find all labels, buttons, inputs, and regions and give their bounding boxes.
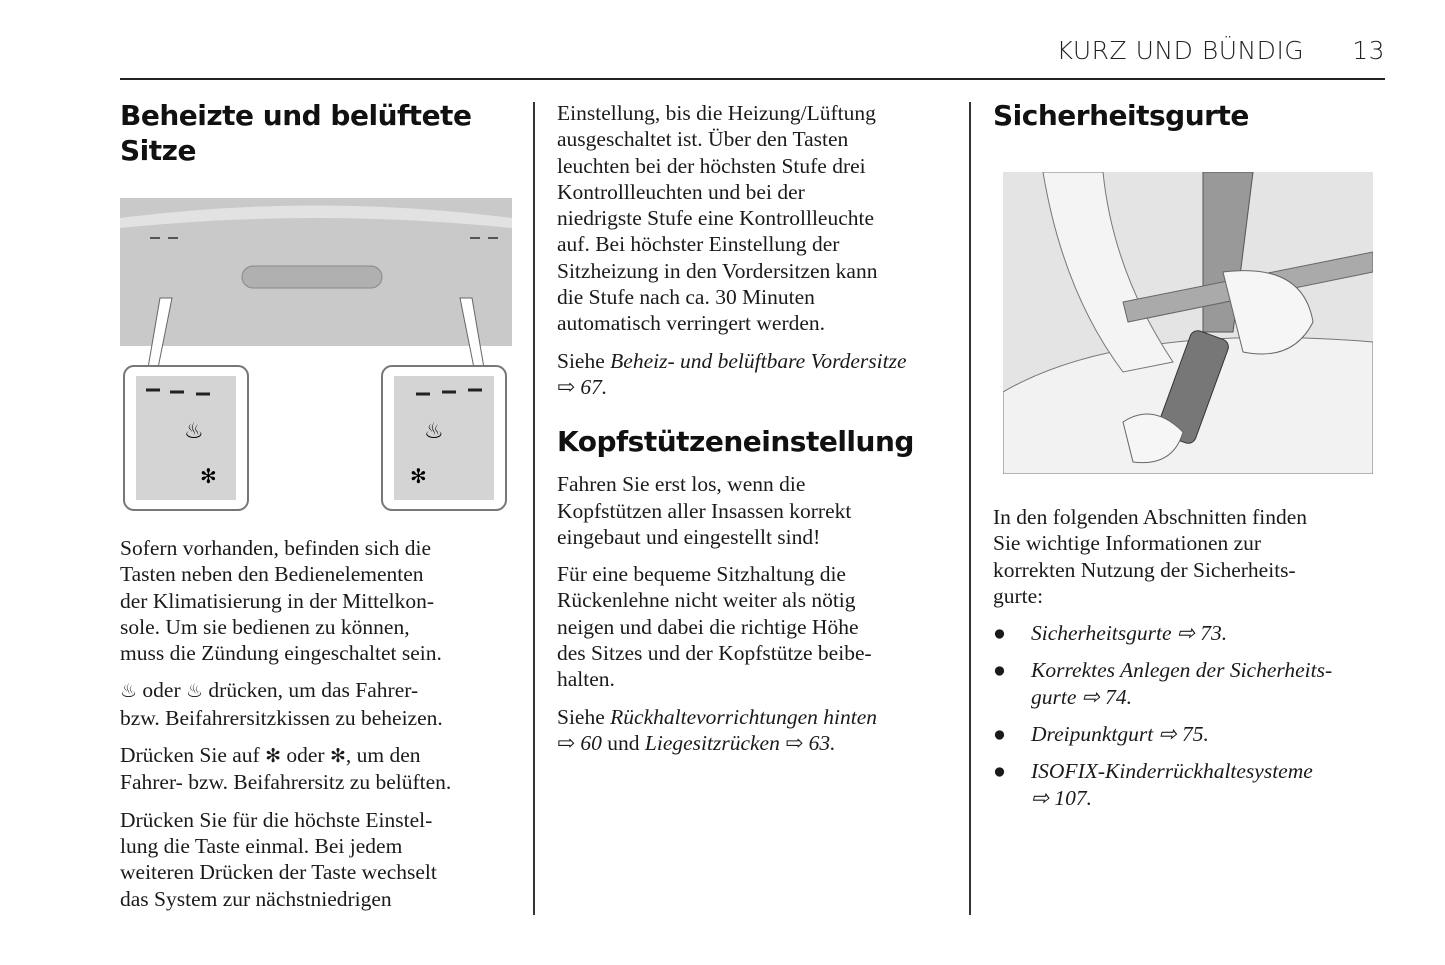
bullet-icon: ●	[993, 759, 1006, 784]
paragraph: Drücken Sie für die höchste Einstel- lung die Taste einmal. Bei jedem weiteren Drücken der Taste wechselt das System zur nächstniedrigen	[120, 807, 437, 911]
page-number: 13	[1352, 36, 1385, 65]
column-divider	[533, 102, 535, 915]
svg-text:✻: ✻	[410, 464, 427, 488]
paragraph: Einstellung, bis die Heizung/Lüftung ausgeschaltet ist. Über den Tasten leuchten bei der höchsten Stufe drei Kontrollleuchten und bei der niedrigste Stufe eine Kontrollleuchte auf. Bei höchster Einstellung der Sitzheizung in den Vordersitzen kann die Stufe nach ca. 30 Minuten automatisch verringert werden.	[557, 101, 878, 336]
page-reference[interactable]: ⇨ 60	[557, 730, 602, 755]
paragraph: Sofern vorhanden, befinden sich die Tasten neben den Bedienelementen der Klimatisierung in der Mittelkon- sole. Um sie bedienen zu können, muss die Zündung eingeschaltet sein.	[120, 536, 442, 666]
header-rule	[120, 78, 1385, 80]
section-title: KURZ UND BÜNDIG	[1056, 36, 1305, 65]
svg-text:♨: ♨	[184, 419, 204, 444]
paragraph: Fahren Sie erst los, wenn die Kopfstützen aller Insassen korrekt eingebaut und eingestellt sind!	[557, 472, 852, 549]
list-item[interactable]: ● Dreipunktgurt ⇨ 75.	[993, 722, 1209, 747]
list-item[interactable]: ● ISOFIX-Kinderrückhaltesysteme ⇨ 107.	[993, 759, 1313, 810]
paragraph: ♨ oder ♨ drücken, um das Fahrer- bzw. Beifahrersitzkissen zu beheizen.	[120, 678, 443, 730]
list-item[interactable]: ● Sicherheitsgurte ⇨ 73.	[993, 621, 1228, 646]
seat-belt-illustration	[1003, 172, 1373, 474]
svg-text:♨: ♨	[424, 419, 444, 444]
reference-list	[993, 620, 1393, 811]
list-item[interactable]: ● Korrektes Anlegen der Sicherheits- gurte ⇨ 74.	[993, 658, 1333, 709]
bullet-icon: ●	[993, 658, 1006, 683]
cross-reference-link[interactable]: Liegesitzrücken	[644, 730, 780, 755]
page-reference[interactable]: ⇨ 63.	[779, 730, 836, 755]
paragraph: In den folgenden Abschnitten finden Sie wichtige Informationen zur korrekten Nutzung der Sicherheits- gurte:	[993, 505, 1308, 608]
heading-heated-seats: Beheizte und belüftete Sitze	[120, 99, 472, 167]
paragraph: Siehe Beheiz- und belüftbare Vordersitze ⇨ 67.	[557, 348, 907, 399]
svg-text:✻: ✻	[200, 464, 217, 488]
ventilated-seat-driver-icon: ✻	[265, 745, 281, 768]
bullet-icon: ●	[993, 722, 1006, 747]
column-divider	[969, 102, 971, 915]
heated-seat-passenger-icon: ♨	[186, 680, 204, 703]
bullet-icon: ●	[993, 621, 1006, 646]
paragraph: Für eine bequeme Sitzhaltung die Rückenlehne nicht weiter als nötig neigen und dabei die richtige Höhe des Sitzes und der Kopfstütze beibe- halten.	[557, 562, 872, 692]
paragraph: Siehe Rückhaltevorrichtungen hinten ⇨ 60 und Liegesitzrücken ⇨ 63.	[557, 704, 878, 755]
cross-reference-link[interactable]: Rückhaltevorrichtungen hinten	[610, 704, 878, 729]
column-2	[557, 100, 957, 767]
heading-headrest: Kopfstützeneinstellung	[557, 425, 914, 459]
page-reference[interactable]: ⇨ 67.	[557, 374, 608, 399]
column-1	[120, 98, 515, 923]
ventilated-seat-passenger-icon: ✻	[329, 745, 346, 768]
column-3	[993, 98, 1393, 822]
running-header	[1057, 36, 1385, 65]
paragraph: Drücken Sie auf ✻ oder ✻, um den Fahrer- bzw. Beifahrersitz zu belüften.	[120, 743, 452, 795]
heated-seat-driver-icon: ♨	[120, 680, 138, 703]
cross-reference-link[interactable]: Beheiz- und belüftbare Vordersitze	[610, 348, 907, 373]
seat-buttons-illustration	[120, 198, 512, 513]
heading-seat-belts: Sicherheitsgurte	[993, 99, 1249, 132]
